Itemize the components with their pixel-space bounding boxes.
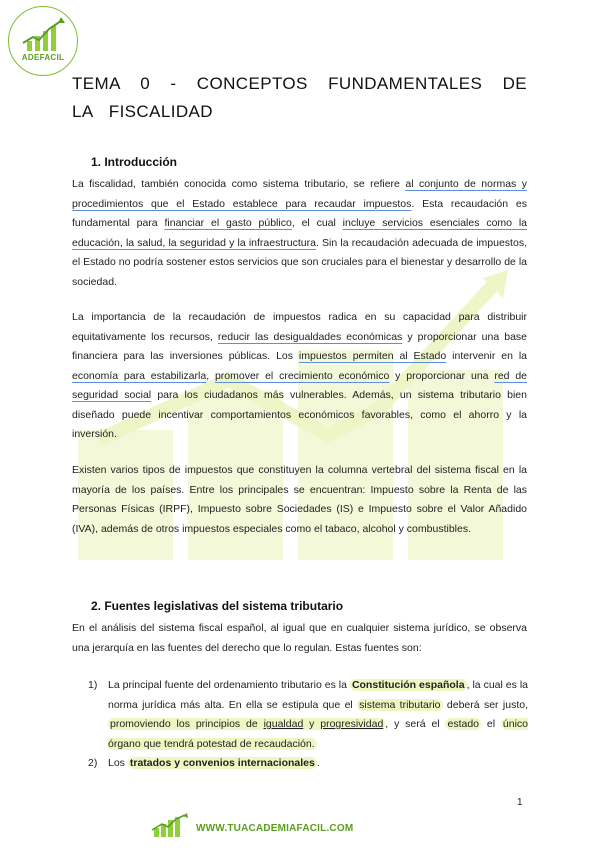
section-heading-introduccion: 1. Introducción [91, 155, 178, 169]
footer [150, 812, 410, 838]
list-item: 1) La principal fuente del ordenamiento tributario es la Constitución española , la cual es la norma jurídica más alta. En ella se estipula que el sistema tributario deberá ser justo, promoviendo los principios de igualdad y progresividad , y será el estado el único órgano que tendrá potestad de recaudación. [88, 676, 528, 754]
paragraph-4: En el análisis del sistema fiscal español, al igual que en cualquier sistema jurídico, se observa una jerarquía en las fuentes del derecho que lo regulan. Estas fuentes son: [72, 622, 527, 654]
logo [8, 6, 78, 76]
footer-website-link[interactable]: WWW.TUACADEMIAFACIL.COM [196, 823, 354, 834]
section-heading-fuentes: 2. Fuentes legislativas del sistema tributario [91, 599, 344, 613]
document-title: TEMA 0 - CONCEPTOS FUNDAMENTALES DE LA FISCALIDAD [72, 74, 527, 121]
sources-list [88, 676, 528, 774]
footer-logo-icon [150, 812, 190, 838]
chart-growth-icon [9, 7, 77, 57]
list-item-number: 2) [88, 757, 98, 769]
paragraph-2: La importancia de la recaudación de impuestos radica en su capacidad para distribuir equitativamente los recursos, reducir las desigualdades económicas y proporcionar una base financiera para las inversiones públicas. Los impuestos permiten al Estado intervenir en la economía para estabilizarla, promover el crecimiento económico y proporcionar una red de seguridad social para los ciudadanos más vulnerables. Además, un sistema tributario bien diseñado puede incentivar comportamientos económicos favorables, como el ahorro y la inversión. [72, 311, 528, 440]
paragraph-3: Existen varios tipos de impuestos que constituyen la columna vertebral del sistema fiscal en la mayoría de los países. Entre los principales se encuentran: Impuesto sobre la Renta de las Personas Físicas (IRPF), Impuesto sobre Sociedades (IS) e Impuesto sobre el Valor Añadido (IVA), además de otros impuestos especiales como el tabaco, alcohol y combustibles. [72, 464, 527, 535]
logo-text: ADEFACIL [21, 53, 65, 62]
list-item-number: 1) [88, 679, 98, 691]
paragraph-1: La fiscalidad, también conocida como sistema tributario, se refiere al conjunto de normas y procedimientos que el Estado establece para recaudar impuestos. Esta recaudación es fundamental para financiar el gasto público, el cual incluye servicios esenciales como la educación, la salud, la seguridad y la infraestructura. Sin la recaudación adecuada de impuestos, el Estado no podría sostener estos servicios que son cruciales para el bienestar y desarrollo de la sociedad. [72, 178, 528, 288]
page-number: 1 [517, 797, 523, 808]
list-item: 2) Los tratados y convenios internacionales . [88, 754, 528, 774]
